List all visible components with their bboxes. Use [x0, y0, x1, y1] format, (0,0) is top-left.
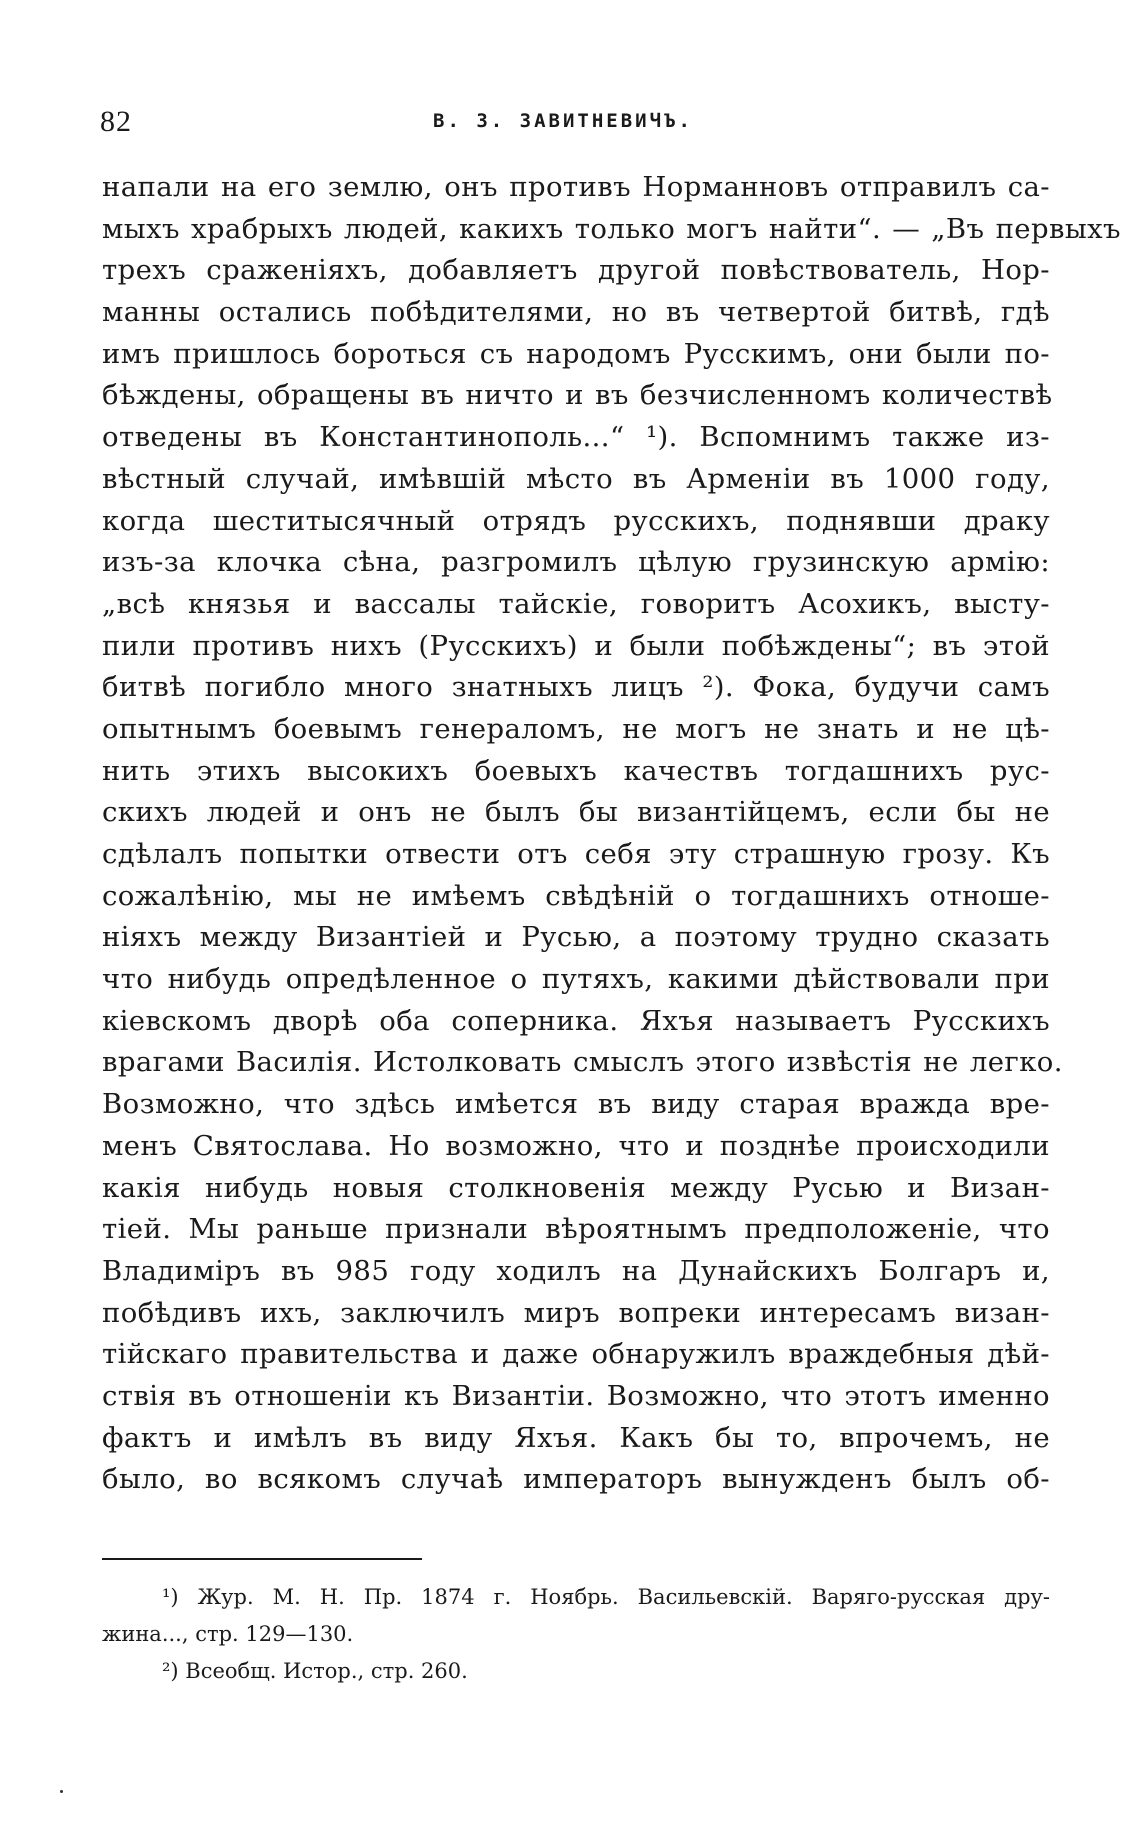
text-line: мыхъ храбрыхъ людей, какихъ только могъ найти“. — „Въ первыхъ — [102, 212, 1121, 245]
text-line: что нибудь опредѣленное о путяхъ, какими дѣйствовали при — [102, 963, 1050, 996]
text-line: опытнымъ боевымъ генераломъ, не могъ не знать и не цѣ- — [102, 712, 1050, 745]
text-line: какія нибудь новыя столкновенія между Русью и Визан- — [102, 1171, 1050, 1204]
text-line: сдѣлалъ попытки отвести отъ себя эту страшную грозу. Къ — [102, 838, 1050, 870]
footnote-line: ²) Всеобщ. Истор., стр. 260. — [162, 1659, 468, 1683]
text-line: „всѣ князья и вассалы тайскіе, говоритъ Асохикъ, высту- — [102, 587, 1050, 620]
running-head: В. З. ЗАВИТНЕВИЧЪ. — [433, 110, 693, 132]
text-line: кіевскомъ дворѣ оба соперника. Яхъя называетъ Русскихъ — [102, 1004, 1050, 1037]
text-line: Возможно, что здѣсь имѣется въ виду старая вражда вре- — [102, 1088, 1050, 1121]
text-line: вѣстный случай, имѣвшій мѣсто въ Арменіи въ 1000 году, — [102, 462, 1050, 495]
text-line: фактъ и имѣлъ въ виду Яхъя. Какъ бы то, впрочемъ, не — [102, 1421, 1050, 1454]
footnote-divider — [102, 1558, 422, 1560]
page-header — [88, 95, 1056, 141]
scan-speck — [60, 1790, 63, 1793]
text-line: изъ-за клочка сѣна, разгромилъ цѣлую грузинскую армію: — [102, 546, 1050, 579]
text-line: побѣдивъ ихъ, заключилъ миръ вопреки интересамъ визан- — [102, 1296, 1050, 1329]
text-line: тіей. Мы раньше признали вѣроятнымъ предположеніе, что — [102, 1213, 1050, 1246]
text-line: манны остались побѣдителями, но въ четвертой битвѣ, гдѣ — [102, 296, 1050, 329]
text-line: ніяхъ между Византіей и Русью, а поэтому трудно сказать — [102, 921, 1050, 954]
text-line: тійскаго правительства и даже обнаружилъ враждебныя дѣй- — [102, 1338, 1050, 1371]
text-line: битвѣ погибло много знатныхъ лицъ ²). Фока, будучи самъ — [102, 671, 1050, 704]
text-line: бѣждены, обращены въ ничто и въ безчисленномъ количествѣ — [102, 379, 1053, 412]
text-line: отведены въ Константинополь...“ ¹). Вспомнимъ также из- — [102, 421, 1050, 454]
footnotes — [102, 1579, 1050, 1690]
page-number: 82 — [100, 105, 132, 138]
text-line: скихъ людей и онъ не былъ бы византійцемъ, если бы не — [102, 796, 1050, 829]
text-line: имъ пришлось бороться съ народомъ Русскимъ, они были по- — [102, 337, 1050, 370]
text-line: менъ Святослава. Но возможно, что и позднѣе происходили — [102, 1129, 1050, 1162]
text-line: пили противъ нихъ (Русскихъ) и были побѣждены“; въ этой — [102, 629, 1050, 662]
footnote-line: ¹) Жур. М. Н. Пр. 1874 г. Ноябрь. Васильевскій. Варяго-русская дру- — [162, 1585, 1050, 1609]
text-line: сожалѣнію, мы не имѣемъ свѣдѣній о тогдашнихъ отноше- — [102, 879, 1050, 912]
text-line: когда шеститысячный отрядъ русскихъ, поднявши драку — [102, 504, 1050, 537]
text-line: было, во всякомъ случаѣ императоръ вынужденъ былъ об- — [102, 1463, 1050, 1496]
text-line: Владиміръ въ 985 году ходилъ на Дунайскихъ Болгаръ и, — [102, 1254, 1050, 1287]
text-line: врагами Василія. Истолковать смыслъ этого извѣстія не легко. — [102, 1046, 1063, 1079]
text-line: нить этихъ высокихъ боевыхъ качествъ тогдашнихъ рус- — [102, 754, 1050, 787]
text-line: напали на его землю, онъ противъ Норманновъ отправилъ са- — [102, 171, 1050, 203]
footnote-line: жина..., стр. 129—130. — [102, 1622, 354, 1646]
book-page — [88, 95, 1121, 1683]
text-line: ствія въ отношеніи къ Византіи. Возможно, что этотъ именно — [102, 1379, 1050, 1412]
body-text — [102, 167, 1121, 1501]
text-line: трехъ сраженіяхъ, добавляетъ другой повѣствователь, Нор- — [102, 254, 1050, 287]
